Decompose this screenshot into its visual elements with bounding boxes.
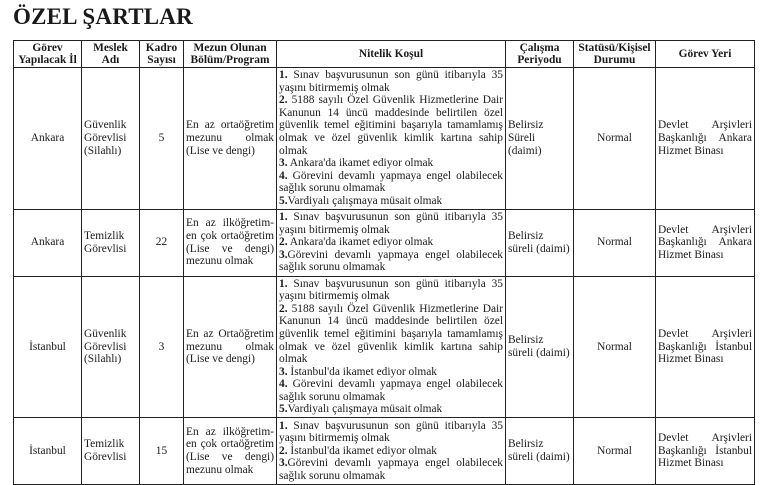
header-statu: Statüsü/Kişisel Durumu <box>574 41 656 68</box>
cell-mezun: En az ilköğretim- en çok ortaöğretim (Lise ve dengi) mezunu olmak <box>184 209 277 276</box>
cell-il: İstanbul <box>14 418 82 485</box>
table-row <box>14 276 755 418</box>
cell-gorev-yeri: Devlet Arşivleri Başkanlığı Ankara Hizmet Binası <box>656 209 755 276</box>
cell-nitelik <box>277 276 506 418</box>
cell-nitelik <box>277 418 506 485</box>
cell-meslek: Güvenlik Görevlisi (Silahlı) <box>82 68 140 210</box>
table-row <box>14 68 755 210</box>
nitelik-item-text: Vardiyalı çalışmaya müsait olmak <box>287 194 443 207</box>
nitelik-item-text: Ankara'da ikamet ediyor olmak <box>287 236 434 249</box>
cell-meslek: Güvenlik Görevlisi (Silahlı) <box>82 276 140 418</box>
nitelik-item <box>279 278 503 303</box>
nitelik-item-text: Görevini devamlı yapmaya engel olabilecek sağlık sorunu olmamak <box>279 457 503 482</box>
cell-mezun: En az ortaöğretim mezunu olmak (Lise ve dengi) <box>184 68 277 210</box>
nitelik-item-number: 4. <box>279 378 288 391</box>
cell-gorev-yeri: Devlet Arşivleri Başkanlığı İstanbul Hizmet Binası <box>656 276 755 418</box>
nitelik-item-number: 2. <box>279 236 288 249</box>
nitelik-item-number: 1. <box>279 277 288 290</box>
nitelik-item <box>279 195 503 208</box>
nitelik-item-text: Görevini devamlı yapmaya engel olabilecek sağlık sorunu olmamak <box>279 248 503 274</box>
nitelik-item-text: Sınav başvurusunun son günü itibarıyla 35 yaşını bitirmemiş olmak <box>279 419 503 445</box>
cell-gorev-yeri: Devlet Arşivleri Başkanlığı Ankara Hizmet Binası <box>656 68 755 210</box>
nitelik-item-number: 3. <box>279 457 288 470</box>
cell-periyot: Belirsiz süreli (daimi) <box>506 418 574 485</box>
nitelik-item-number: 3. <box>279 157 288 170</box>
cell-nitelik <box>277 209 506 276</box>
cell-statu: Normal <box>574 68 656 210</box>
nitelik-item-text: Sınav başvurusunun son günü itibarıyla 35 yaşını bitirmemiş olmak <box>279 277 503 303</box>
nitelik-item-number: 2. <box>279 444 288 457</box>
table-row <box>14 418 755 485</box>
nitelik-item-number: 5. <box>279 403 288 416</box>
nitelik-item-text: Görevini devamlı yapmaya engel olabilecek sağlık sorunu olmamak <box>279 169 503 195</box>
nitelik-item-text: İstanbul'da ikamet ediyor olmak <box>287 365 438 378</box>
table-row <box>14 209 755 276</box>
nitelik-item <box>279 69 503 94</box>
nitelik-item-number: 1. <box>279 69 288 81</box>
nitelik-item-text: 5188 sayılı Özel Güvenlik Hizmetlerine Dair Kanunun 14 üncü maddesinde belirtilen özel güvenlik temel eğitimini başarıyla tamamlamış olmak ve özel güvenlik kimlik kartına sahip olmak <box>279 94 503 157</box>
cell-il: Ankara <box>14 209 82 276</box>
nitelik-item <box>279 403 503 416</box>
nitelik-item <box>279 249 503 274</box>
nitelik-item-number: 2. <box>279 302 288 315</box>
cell-kadro: 15 <box>140 418 184 485</box>
cell-mezun: En az Ortaöğretim mezunu olmak (Lise ve dengi) <box>184 276 277 418</box>
cell-statu: Normal <box>574 209 656 276</box>
nitelik-item <box>279 366 503 379</box>
nitelik-item <box>279 170 503 195</box>
page-title: ÖZEL ŞARTLAR <box>13 4 193 29</box>
nitelik-item-number: 1. <box>279 419 288 432</box>
cell-kadro: 22 <box>140 209 184 276</box>
header-mezun: Mezun Olunan Bölüm/Program <box>184 41 277 68</box>
header-nitelik: Nitelik Koşul <box>277 41 506 68</box>
nitelik-item-number: 2. <box>279 94 288 107</box>
nitelik-item <box>279 236 503 249</box>
cell-il: Ankara <box>14 68 82 210</box>
cell-kadro: 3 <box>140 276 184 418</box>
cell-nitelik <box>277 68 506 210</box>
nitelik-item-number: 3. <box>279 365 288 378</box>
nitelik-item-number: 4. <box>279 169 288 182</box>
cell-gorev-yeri: Devlet Arşivleri Başkanlığı İstanbul Hizmet Binası <box>656 418 755 485</box>
nitelik-item-text: Sınav başvurusunun son günü itibarıyla 35 yaşını bitirmemiş olmak <box>279 211 503 236</box>
cell-il: İstanbul <box>14 276 82 418</box>
cell-kadro: 5 <box>140 68 184 210</box>
nitelik-item-text: Görevini devamlı yapmaya engel olabilecek sağlık sorunu olmamak <box>279 378 503 403</box>
nitelik-item <box>279 378 503 403</box>
cell-periyot: Belirsiz süreli (daimi) <box>506 276 574 418</box>
nitelik-item <box>279 445 503 458</box>
cell-mezun: En az ilköğretim- en çok ortaöğretim (Lise ve dengi) mezunu olmak <box>184 418 277 485</box>
nitelik-item-number: 5. <box>279 194 288 207</box>
nitelik-item-text: Ankara'da ikamet ediyor olmak <box>287 157 434 170</box>
table-header-row <box>14 41 755 68</box>
nitelik-item-text: İstanbul'da ikamet ediyor olmak <box>287 444 438 457</box>
cell-periyot: Belirsiz süreli (daimi) <box>506 209 574 276</box>
header-periyot: Çalışma Periyodu <box>506 41 574 68</box>
nitelik-item <box>279 420 503 445</box>
nitelik-item-number: 3. <box>279 248 288 261</box>
header-il: Görev Yapılacak İl <box>14 41 82 68</box>
nitelik-item-text: Vardiyalı çalışmaya müsait olmak <box>287 403 443 416</box>
nitelik-item <box>279 94 503 157</box>
special-conditions-table <box>13 40 755 485</box>
cell-periyot: Belirsiz Süreli (daimi) <box>506 68 574 210</box>
header-meslek: Meslek Adı <box>82 41 140 68</box>
cell-meslek: Temizlik Görevlisi <box>82 418 140 485</box>
cell-meslek: Temizlik Görevlisi <box>82 209 140 276</box>
nitelik-item <box>279 303 503 366</box>
nitelik-item-text: 5188 sayılı Özel Güvenlik Hizmetlerine Dair Kanunun 14 üncü maddesinde belirtilen özel güvenlik temel eğitimini başarıyla tamamlamış olmak ve özel güvenlik kimlik kartına sahip olmak <box>279 302 503 366</box>
cell-statu: Normal <box>574 418 656 485</box>
header-kadro: Kadro Sayısı <box>140 41 184 68</box>
header-gorev-yeri: Görev Yeri <box>656 41 755 68</box>
nitelik-item <box>279 157 503 170</box>
cell-statu: Normal <box>574 276 656 418</box>
nitelik-item <box>279 211 503 236</box>
nitelik-item-text: Sınav başvurusunun son günü itibarıyla 35 yaşını bitirmemiş olmak <box>279 69 503 94</box>
nitelik-item-number: 1. <box>279 211 288 224</box>
